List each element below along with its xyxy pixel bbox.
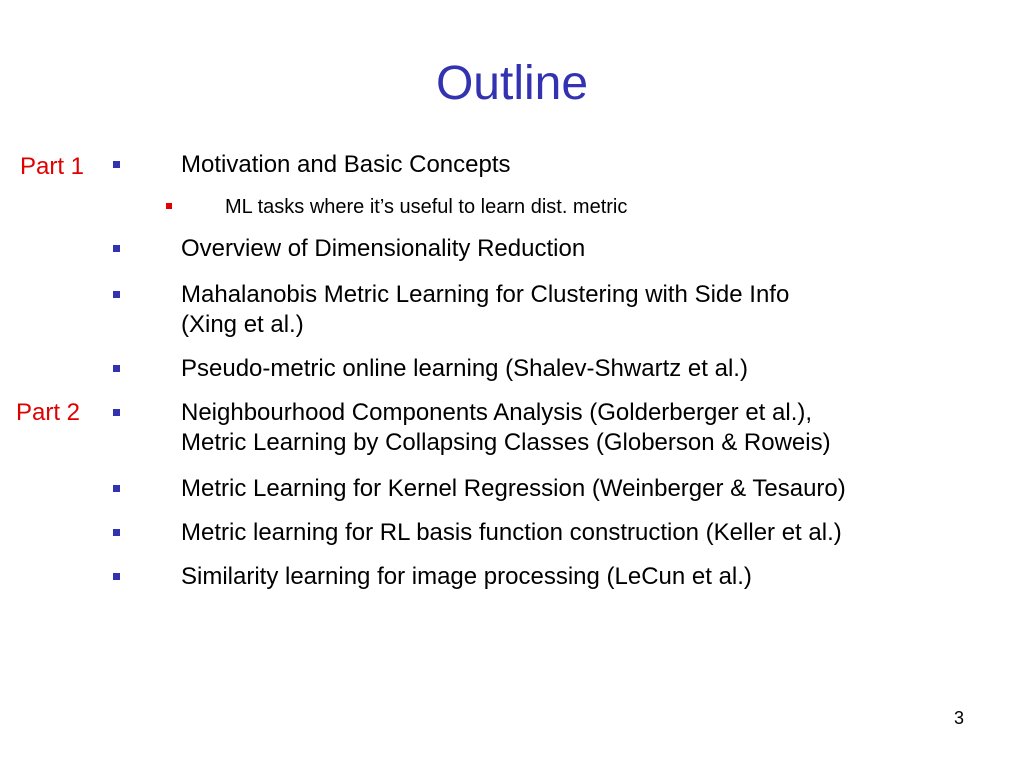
square-bullet-icon xyxy=(113,245,120,252)
list-item-text: Pseudo-metric online learning (Shalev-Shwartz et al.) xyxy=(181,355,748,382)
list-item-text: Overview of Dimensionality Reduction xyxy=(181,235,586,262)
square-bullet-icon xyxy=(113,529,120,536)
part-2-label: Part 2 xyxy=(16,399,81,426)
list-item-text-continued: (Xing et al.) xyxy=(181,311,304,338)
square-bullet-icon xyxy=(113,485,120,492)
sub-list-item-text: ML tasks where it’s useful to learn dist. metric xyxy=(225,196,628,218)
list-item-text: Metric Learning for Kernel Regression (Weinberger & Tesauro) xyxy=(181,475,846,502)
list-item-text: Motivation and Basic Concepts xyxy=(181,151,511,178)
page-number: 3 xyxy=(953,708,964,728)
slide-title: Outline xyxy=(435,57,589,110)
square-bullet-icon xyxy=(166,203,172,209)
list-item-text-continued: Metric Learning by Collapsing Classes (Globerson & Roweis) xyxy=(181,429,831,456)
list-item-text: Mahalanobis Metric Learning for Clustering with Side Info xyxy=(181,281,790,308)
list-item-text: Metric learning for RL basis function construction (Keller et al.) xyxy=(181,519,842,546)
list-item-text: Neighbourhood Components Analysis (Golderberger et al.), xyxy=(181,399,813,426)
square-bullet-icon xyxy=(113,161,120,168)
square-bullet-icon xyxy=(113,409,120,416)
part-1-label: Part 1 xyxy=(20,153,85,180)
square-bullet-icon xyxy=(113,573,120,580)
list-item-text: Similarity learning for image processing (LeCun et al.) xyxy=(181,563,752,590)
square-bullet-icon xyxy=(113,365,120,372)
square-bullet-icon xyxy=(113,291,120,298)
